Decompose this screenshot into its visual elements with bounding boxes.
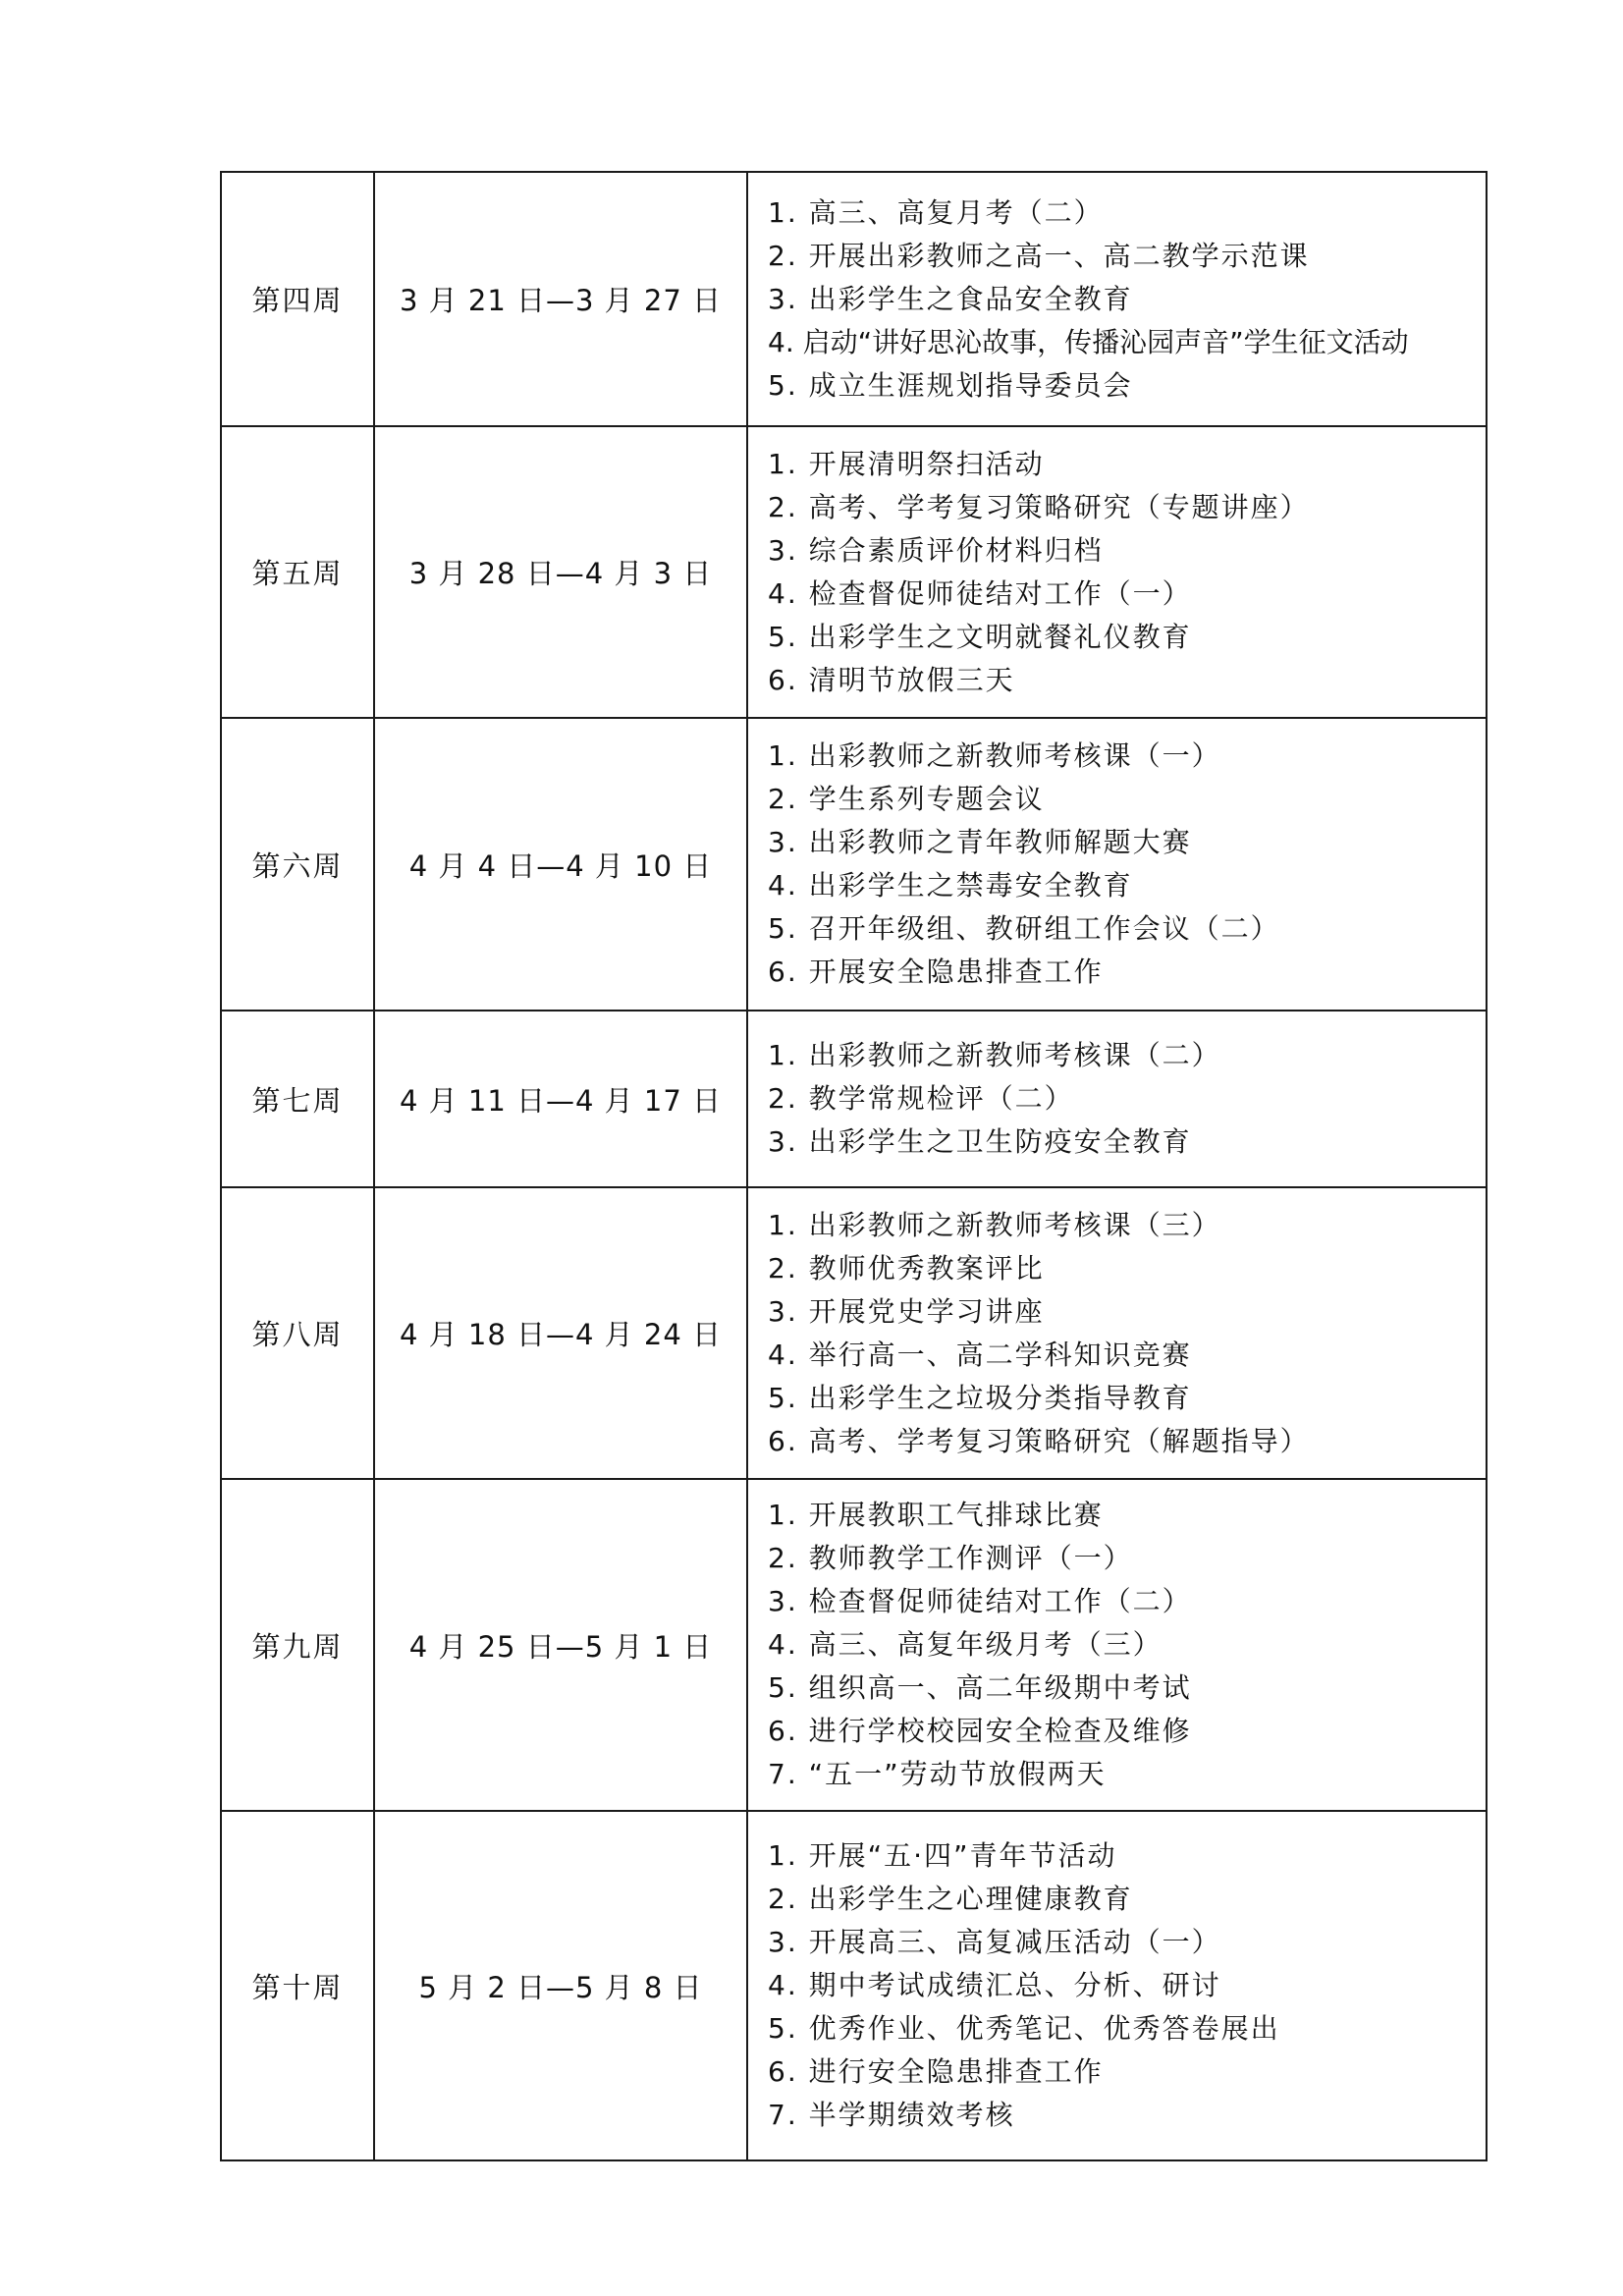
task-item: 7. 半学期绩效考核 <box>768 2099 1015 2131</box>
tasks-cell <box>747 426 1487 718</box>
task-item: 7. “五一”劳动节放假两天 <box>768 1758 1107 1790</box>
task-item: 4. 期中考试成绩汇总、分析、研讨 <box>768 1969 1221 2001</box>
task-item: 2. 学生系列专题会议 <box>768 783 1045 815</box>
task-item: 6. 清明节放假三天 <box>768 663 1015 696</box>
task-item: 3. 检查督促师徒结对工作（二） <box>768 1585 1192 1617</box>
task-item: 2. 出彩学生之心理健康教育 <box>768 1883 1133 1915</box>
week-cell: 第六周 <box>221 718 374 1011</box>
task-item: 3. 出彩学生之卫生防疫安全教育 <box>768 1125 1192 1158</box>
week-cell: 第七周 <box>221 1011 374 1187</box>
task-item: 1. 出彩教师之新教师考核课（三） <box>768 1208 1221 1241</box>
table-row <box>221 1011 1487 1187</box>
task-item: 1. 开展教职工气排球比赛 <box>768 1499 1104 1531</box>
week-cell: 第四周 <box>221 172 374 426</box>
task-item: 6. 进行学校校园安全检查及维修 <box>768 1715 1192 1747</box>
task-item: 2. 教师教学工作测评（一） <box>768 1542 1133 1574</box>
task-item: 5. 组织高一、高二年级期中考试 <box>768 1671 1192 1704</box>
date-range-cell: 3 月 21 日—3 月 27 日 <box>374 172 747 426</box>
task-item: 1. 高三、高复月考（二） <box>768 195 1104 229</box>
table-row <box>221 1811 1487 2160</box>
task-item: 2. 开展出彩教师之高一、高二教学示范课 <box>768 239 1310 272</box>
task-item: 3. 综合素质评价材料归档 <box>768 533 1104 567</box>
task-item: 3. 开展高三、高复减压活动（一） <box>768 1926 1221 1958</box>
task-item: 6. 开展安全隐患排查工作 <box>768 956 1104 988</box>
week-cell: 第八周 <box>221 1187 374 1479</box>
task-item: 3. 出彩学生之食品安全教育 <box>768 282 1133 315</box>
task-item: 4. 举行高一、高二学科知识竞赛 <box>768 1338 1192 1371</box>
tasks-cell <box>747 1011 1487 1187</box>
task-item: 6. 进行安全隐患排查工作 <box>768 2055 1104 2088</box>
task-item: 2. 教学常规检评（二） <box>768 1082 1074 1115</box>
table-row <box>221 1479 1487 1811</box>
date-range-cell: 4 月 25 日—5 月 1 日 <box>374 1479 747 1811</box>
task-item: 1. 开展“五·四”青年节活动 <box>768 1839 1117 1872</box>
task-item: 3. 出彩教师之青年教师解题大赛 <box>768 826 1192 858</box>
task-item: 4. 出彩学生之禁毒安全教育 <box>768 869 1133 902</box>
task-item: 4. 启动“讲好思沁故事，传播沁园声音”学生征文活动 <box>768 325 1409 358</box>
task-item: 2. 教师优秀教案评比 <box>768 1251 1045 1285</box>
table-row <box>221 718 1487 1011</box>
tasks-cell <box>747 172 1487 426</box>
date-range-cell: 4 月 18 日—4 月 24 日 <box>374 1187 747 1479</box>
tasks-cell <box>747 718 1487 1011</box>
tasks-cell <box>747 1187 1487 1479</box>
week-cell: 第十周 <box>221 1811 374 2160</box>
date-range-cell: 3 月 28 日—4 月 3 日 <box>374 426 747 718</box>
task-item: 1. 出彩教师之新教师考核课（二） <box>768 1039 1221 1071</box>
table-row <box>221 426 1487 718</box>
task-item: 4. 高三、高复年级月考（三） <box>768 1628 1163 1661</box>
week-cell: 第九周 <box>221 1479 374 1811</box>
task-item: 1. 出彩教师之新教师考核课（一） <box>768 739 1221 772</box>
date-range-cell: 4 月 11 日—4 月 17 日 <box>374 1011 747 1187</box>
task-item: 5. 出彩学生之文明就餐礼仪教育 <box>768 620 1192 653</box>
task-item: 4. 检查督促师徒结对工作（一） <box>768 576 1192 610</box>
date-range-cell: 4 月 4 日—4 月 10 日 <box>374 718 747 1011</box>
weekly-schedule-table <box>220 171 1488 2161</box>
table-row <box>221 1187 1487 1479</box>
schedule-body <box>221 172 1487 2160</box>
task-item: 2. 高考、学考复习策略研究（专题讲座） <box>768 490 1310 523</box>
table-row <box>221 172 1487 426</box>
task-item: 5. 召开年级组、教研组工作会议（二） <box>768 912 1280 945</box>
task-item: 5. 出彩学生之垃圾分类指导教育 <box>768 1381 1192 1414</box>
task-item: 3. 开展党史学习讲座 <box>768 1294 1045 1328</box>
week-cell: 第五周 <box>221 426 374 718</box>
tasks-cell <box>747 1811 1487 2160</box>
task-item: 1. 开展清明祭扫活动 <box>768 447 1045 480</box>
tasks-cell <box>747 1479 1487 1811</box>
task-item: 6. 高考、学考复习策略研究（解题指导） <box>768 1424 1310 1457</box>
task-item: 5. 成立生涯规划指导委员会 <box>768 368 1133 402</box>
task-item: 5. 优秀作业、优秀笔记、优秀答卷展出 <box>768 2012 1280 2045</box>
date-range-cell: 5 月 2 日—5 月 8 日 <box>374 1811 747 2160</box>
